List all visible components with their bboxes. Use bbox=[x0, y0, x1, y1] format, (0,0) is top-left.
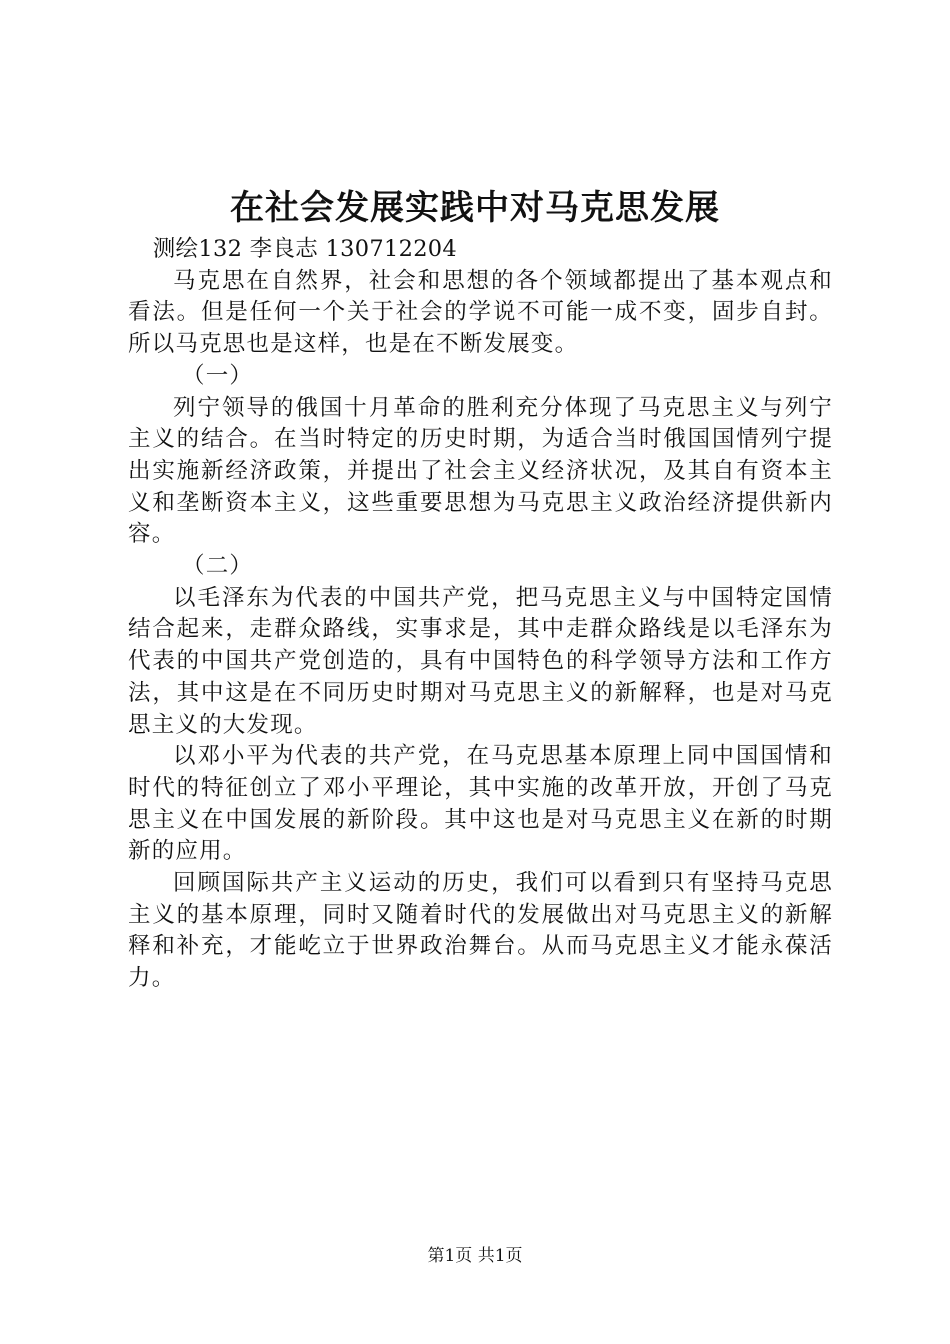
document-title: 在社会发展实践中对马克思发展 bbox=[230, 188, 720, 228]
section-heading-2: （二） bbox=[182, 553, 254, 580]
paragraph-intro: 马克思在自然界，社会和思想的各个领域都提出了基本观点和看法。但是任何一个关于社会的学说不可能一成不变，固步自封。所以马克思也是这样，也是在不断发展变。 bbox=[128, 267, 833, 358]
paragraph-mao: 以毛泽东为代表的中国共产党，把马克思主义与中国特定国情结合起来，走群众路线，实事求是，其中走群众路线是以毛泽东为代表的中国共产党创造的，具有中国特色的科学领导方法和工作方法，其中这是在不同历史时期对马克思主义的新解释，也是对马克思主义的大发现。 bbox=[128, 584, 833, 738]
paragraph-conclusion: 回顾国际共产主义运动的历史，我们可以看到只有坚持马克思主义的基本原理，同时又随着时代的发展做出对马克思主义的新解释和补充，才能屹立于世界政治舞台。从而马克思主义才能永葆活力。 bbox=[128, 870, 833, 992]
author-byline: 测绘132 李良志 130712204 bbox=[152, 236, 458, 262]
page-footer: 第1页 共1页 bbox=[427, 1246, 523, 1266]
document-body bbox=[128, 234, 833, 995]
paragraph-lenin: 列宁领导的俄国十月革命的胜利充分体现了马克思主义与列宁主义的结合。在当时特定的历史时期，为适合当时俄国国情列宁提出实施新经济政策，并提出了社会主义经济状况，及其自有资本主义和垄断资本主义，这些重要思想为马克思主义政治经济提供新内容。 bbox=[128, 394, 833, 548]
paragraph-deng: 以邓小平为代表的共产党，在马克思基本原理上同中国国情和时代的特征创立了邓小平理论，其中实施的改革开放，开创了马克思主义在中国发展的新阶段。其中这也是对马克思主义在新的时期新的应用。 bbox=[128, 743, 833, 865]
section-heading-1: （一） bbox=[182, 362, 254, 389]
